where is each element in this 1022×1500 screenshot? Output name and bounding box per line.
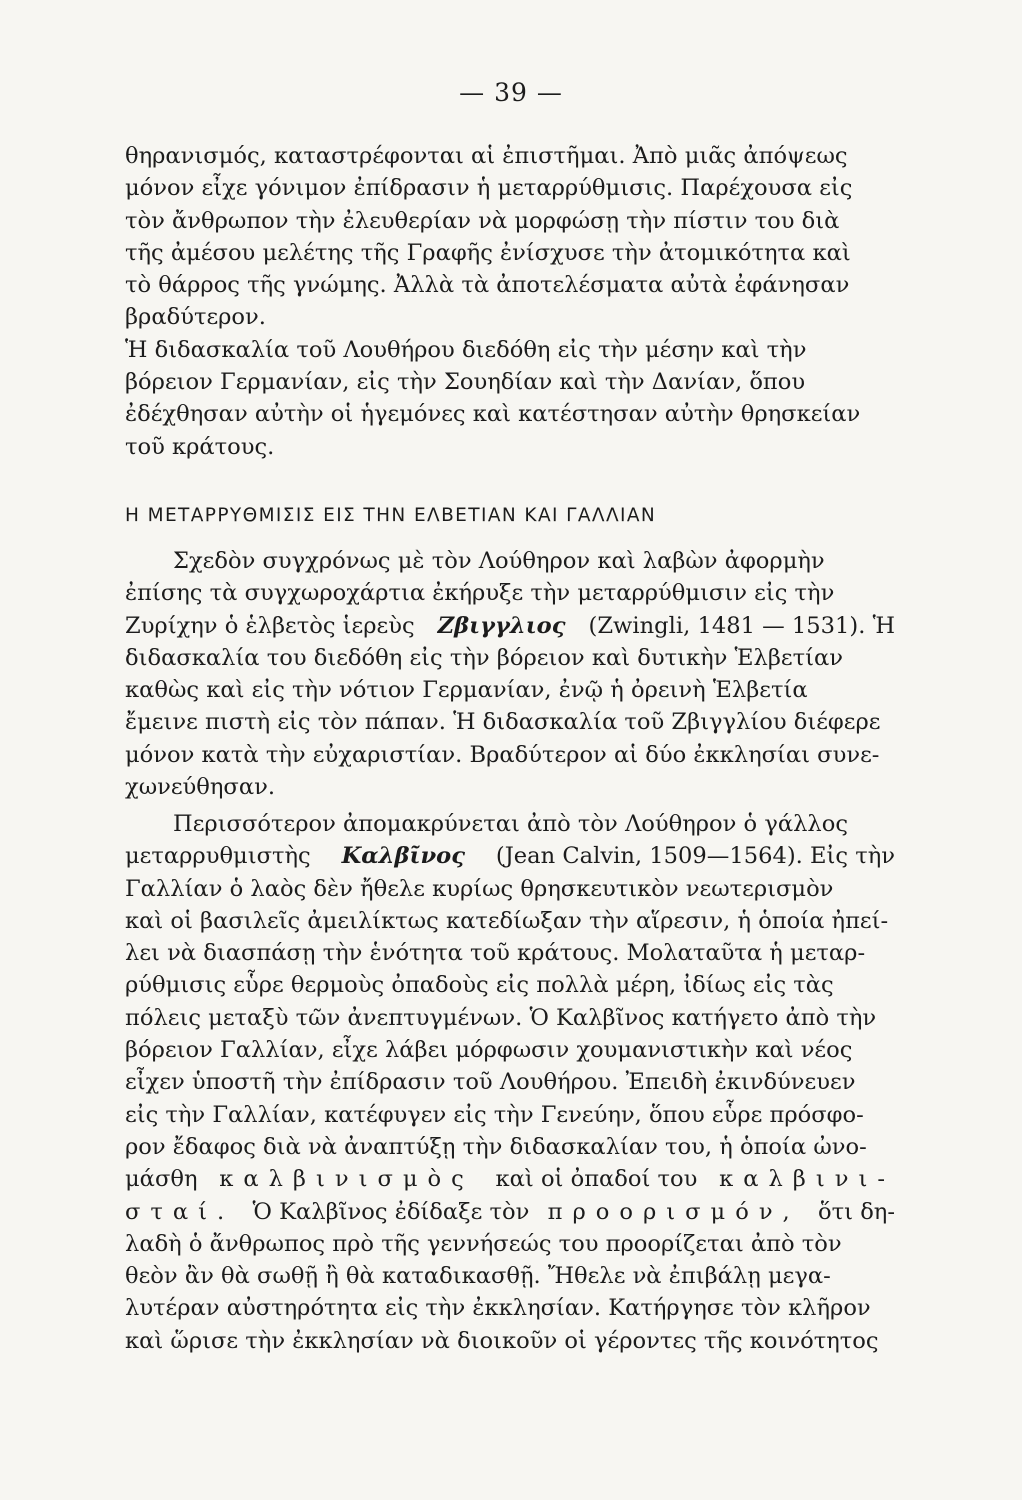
text-segment: μάσθη [125, 1166, 198, 1193]
text-line: ἐδέχθησαν αὐτὴν οἱ ἡγεμόνες καὶ κατέστησαν αὐτὴν θρησκείαν [125, 401, 861, 428]
text-line: λει νὰ διασπάσῃ τὴν ἑνότητα τοῦ κράτους. Μολαταῦτα ἡ μεταρ- [125, 940, 866, 967]
text-line: θεὸν ἂν θὰ σωθῇ ἢ θὰ καταδικασθῇ. Ἤθελε νὰ ἐπιβάλῃ μεγα- [125, 1263, 831, 1290]
text-line: Γαλλίαν ὁ λαὸς δὲν ἤθελε κυρίως θρησκευτικὸν νεωτερισμὸν [125, 875, 834, 902]
text-line: τῆς ἀμέσου μελέτης τῆς Γραφῆς ἐνίσχυσε τὴν ἀτομικότητα καὶ [125, 239, 851, 266]
text-segment: καὶ οἱ ὀπαδοί του [495, 1166, 698, 1193]
text-segment: Ὁ Καλβῖνος ἐδίδαξε τὸν [252, 1198, 530, 1225]
spaced-term: καλβινισμὸς [219, 1166, 474, 1193]
text-line [125, 610, 895, 642]
text-line: τοῦ κράτους. [125, 433, 275, 460]
spaced-term: προορισμόν, [547, 1198, 800, 1225]
text-line: εἶχεν ὑποστῆ τὴν ἐπίδρασιν τοῦ Λουθήρου. Ἐπειδὴ ἐκινδύνευεν [125, 1069, 856, 1096]
text-line [125, 1196, 895, 1228]
text-line: λαδὴ ὁ ἄνθρωπος πρὸ τῆς γεννήσεώς του προορίζεται ἀπὸ τὸν [125, 1230, 842, 1257]
text-line: μόνον εἶχε γόνιμον ἐπίδρασιν ἡ μεταρρύθμισις. Παρέχουσα εἰς [125, 175, 853, 202]
text-line: καὶ οἱ βασιλεῖς ἀμειλίκτως κατεδίωξαν τὴν αἵρεσιν, ἡ ὁποία ἠπεί- [125, 907, 889, 934]
text-segment: ὅτι δη- [818, 1198, 895, 1225]
text-line: τὸ θάρρος τῆς γνώμης. Ἀλλὰ τὰ ἀποτελέσματα αὐτὰ ἐφάνησαν [125, 272, 850, 299]
text-line: θηρανισμός, καταστρέφονται αἱ ἐπιστῆμαι. Ἀπὸ μιᾶς ἀπόψεως [125, 143, 848, 169]
text-line [125, 840, 895, 872]
text-line: Περισσότερον ἀπομακρύνεται ἀπὸ τὸν Λούθηρον ὁ γάλλος [173, 811, 848, 837]
text-line: λυτέραν αὐστηρότητα εἰς τὴν ἐκκλησίαν. Κατήργησε τὸν κλῆρον [125, 1295, 871, 1322]
text-line: βραδύτερον. [125, 304, 266, 331]
text-line: πόλεις μεταξὺ τῶν ἀνεπτυγμένων. Ὁ Καλβῖνος κατήγετο ἀπὸ τὴν [125, 1004, 877, 1031]
text-line: βόρειον Γερμανίαν, εἰς τὴν Σουηδίαν καὶ τὴν Δανίαν, ὅπου [125, 369, 806, 396]
section-heading: Η ΜΕΤΑΡΡΥΘΜΙΣΙΣ ΕΙΣ ΤΗΝ ΕΛΒΕΤΙΑΝ ΚΑΙ ΓΑΛΛΙΑΝ [125, 505, 657, 526]
paragraph-block-2 [125, 545, 895, 803]
text-line: Σχεδὸν συγχρόνως μὲ τὸν Λούθηρον καὶ λαβὼν ἀφορμὴν [173, 548, 825, 574]
spaced-term: σταί. [125, 1198, 235, 1225]
paragraph-block-3 [125, 808, 895, 1357]
text-line: βόρειον Γαλλίαν, εἶχε λάβει μόρφωσιν χουμανιστικὴν καὶ νέος [125, 1037, 853, 1064]
text-line: ἐπίσης τὰ συγχωροχάρτια ἐκήρυξε τὴν μεταρρύθμισιν εἰς τὴν [125, 580, 835, 607]
text-line: ρύθμισις εὗρε θερμοὺς ὀπαδοὺς εἰς πολλὰ μέρη, ἰδίως εἰς τὰς [125, 972, 834, 999]
text-segment: μεταρρυθμιστὴς [125, 843, 311, 870]
paragraph-block-1 [125, 140, 895, 463]
text-line: μόνον κατὰ τὴν εὐχαριστίαν. Βραδύτερον αἱ δύο ἐκκλησίαι συνε- [125, 741, 880, 768]
text-line: χωνεύθησαν. [125, 774, 276, 801]
text-line: εἰς τὴν Γαλλίαν, κατέφυγεν εἰς τὴν Γενεύην, ὅπου εὗρε πρόσφο- [125, 1101, 864, 1128]
spaced-term: καλβινι- [719, 1166, 895, 1193]
text-line: ρον ἔδαφος διὰ νὰ ἀναπτύξῃ τὴν διδασκαλίαν του, ἡ ὁποία ὠνο- [125, 1133, 867, 1160]
text-line: καὶ ὥρισε τὴν ἐκκλησίαν νὰ διοικοῦν οἱ γέροντες τῆς κοινότητος [125, 1327, 879, 1354]
text-line: Ἡ διδασκαλία τοῦ Λουθήρου διεδόθη εἰς τὴν μέσην καὶ τὴν [125, 336, 807, 363]
page-number: — 39 — [459, 78, 563, 107]
text-line: διδασκαλία του διεδόθη εἰς τὴν βόρειον καὶ δυτικὴν Ἑλβετίαν [125, 644, 843, 671]
text-segment: (Zwingli, 1481 — 1531). Ἡ [588, 612, 895, 639]
reformer-name-zwingli: Ζβιγγλιος [437, 612, 566, 639]
reformer-name-calvin: Καλβῖνος [341, 843, 465, 870]
text-line: ἔμεινε πιστὴ εἰς τὸν πάπαν. Ἡ διδασκαλία τοῦ Ζβιγγλίου διέφερε [125, 709, 881, 736]
text-segment: Ζυρίχην ὁ ἑλβετὸς ἱερεὺς [125, 612, 415, 639]
text-line [125, 1163, 895, 1195]
text-line: καθὼς καὶ εἰς τὴν νότιον Γερμανίαν, ἐνῷ ἡ ὀρεινὴ Ἑλβετία [125, 677, 808, 704]
text-segment: (Jean Calvin, 1509—1564). Εἰς τὴν [495, 843, 895, 870]
text-line: τὸν ἄνθρωπον τὴν ἐλευθερίαν νὰ μορφώσῃ τὴν πίστιν του διὰ [125, 207, 840, 234]
